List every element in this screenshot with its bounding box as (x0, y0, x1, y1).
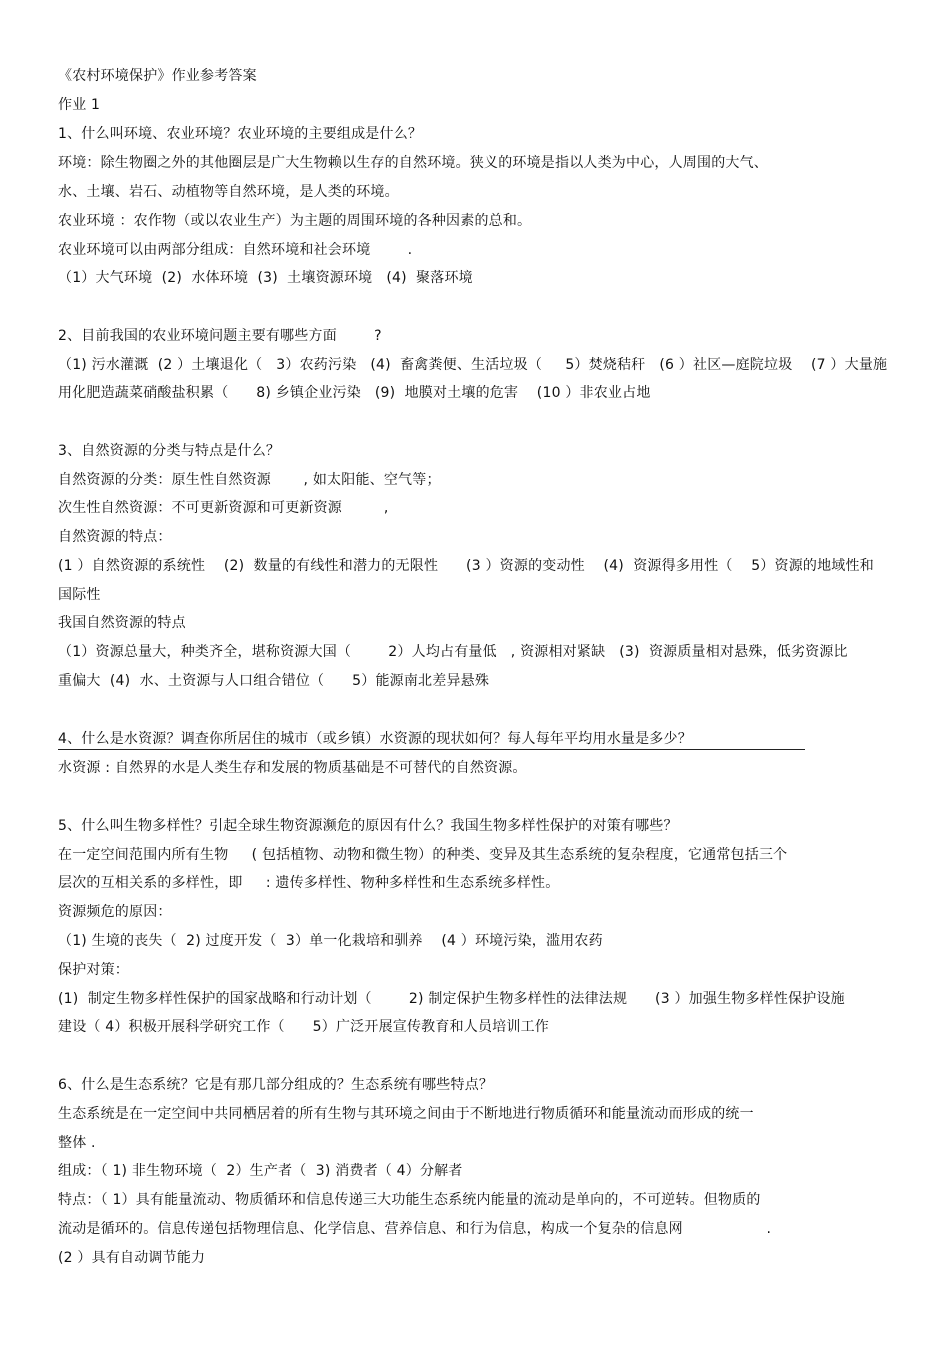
q5-answer-line-1: 在一定空间范围内所有生物 ( 包括植物、动物和微生物）的种类、变异及其生态系统的复杂程度，它通常包括三个 (58, 847, 788, 863)
q1-answer-line-4: 农业环境可以由两部分组成：自然环境和社会环境 . (58, 242, 413, 258)
q4-question: 4、什么是水资源？调查你所居住的城市（或乡镇）水资源的现状如何？每人每年平均用水量是多少？ (58, 729, 805, 750)
q1-answer-line-5: （1）大气环境 (2) 水体环境 (3) 土壤资源环境 (4) 聚落环境 (58, 270, 473, 286)
q3-answer-line-4: (1 ）自然资源的系统性 (2) 数量的有线性和潜力的无限性 (3 ）资源的变动性 (4) 资源得多用性（ 5）资源的地域性和 (58, 558, 874, 574)
q1-answer-line-2: 水、土壤、岩石、动植物等自然环境，是人类的环境。 (58, 184, 399, 200)
q5-question: 5、什么叫生物多样性？引起全球生物资源濒危的原因有什么？我国生物多样性保护的对策有哪些？ (58, 818, 678, 834)
q1-answer-line-1: 环境：除生物圈之外的其他圈层是广大生物赖以生存的自然环境。狭义的环境是指以人类为中心，人周围的大气、 (58, 155, 768, 171)
q3-answer-line-7: （1）资源总量大，种类齐全，堪称资源大国（ 2）人均占有量低 , 资源相对紧缺 (3) 资源质量相对悬殊，低劣资源比 (58, 644, 848, 660)
q6-question: 6、什么是生态系统？它是有那几部分组成的？生态系统有哪些特点？ (58, 1077, 494, 1093)
q6-answer-line-3: 组成：（ 1) 非生物环境（ 2）生产者（ 3) 消费者（ 4）分解者 (58, 1163, 463, 1179)
section-heading: 作业 1 (58, 97, 101, 113)
q1-question: 1、什么叫环境、农业环境？农业环境的主要组成是什么？ (58, 126, 423, 142)
q6-answer-line-4: 特点：（ 1）具有能量流动、物质循环和信息传递三大功能生态系统内能量的流动是单向的，不可逆转。但物质的 (58, 1192, 761, 1208)
q3-answer-line-8: 重偏大 (4) 水、土资源与人口组合错位（ 5）能源南北差异悬殊 (58, 673, 490, 689)
q2-answer-line-2: 用化肥造蔬菜硝酸盐积累（ 8) 乡镇企业污染 (9) 地膜对土壤的危害 (10 ）非农业占地 (58, 385, 651, 401)
q3-question: 3、自然资源的分类与特点是什么？ (58, 443, 281, 459)
q5-answer-line-5: 保护对策： (58, 962, 129, 978)
q4-answer-line-1: 水资源 : 自然界的水是人类生存和发展的物质基础是不可替代的自然资源。 (58, 760, 527, 776)
q2-question: 2、目前我国的农业环境问题主要有哪些方面 ? (58, 328, 382, 344)
q6-answer-line-2: 整体 . (58, 1135, 96, 1151)
q6-answer-line-5: 流动是循环的。信息传递包括物理信息、化学信息、营养信息、和行为信息，构成一个复杂的信息网 . (58, 1221, 772, 1237)
q3-answer-line-3: 自然资源的特点： (58, 529, 172, 545)
q3-answer-line-6: 我国自然资源的特点 (58, 615, 186, 631)
document-title: 《农村环境保护》作业参考答案 (58, 68, 257, 84)
q5-answer-line-7: 建设（ 4）积极开展科学研究工作（ 5）广泛开展宣传教育和人员培训工作 (58, 1019, 549, 1035)
q3-answer-line-5: 国际性 (58, 587, 101, 603)
q5-answer-line-6: (1) 制定生物多样性保护的国家战略和行动计划（ 2) 制定保护生物多样性的法律法规 (3 ）加强生物多样性保护设施 (58, 991, 845, 1007)
q3-answer-line-2: 次生性自然资源：不可更新资源和可更新资源 , (58, 500, 389, 516)
q6-answer-line-6: (2 ）具有自动调节能力 (58, 1250, 206, 1266)
q5-answer-line-3: 资源频危的原因： (58, 904, 172, 920)
q1-answer-line-3: 农业环境 ：农作物（或以农业生产）为主题的周围环境的各种因素的总和。 (58, 213, 532, 229)
q3-answer-line-1: 自然资源的分类：原生性自然资源 , 如太阳能、空气等； (58, 472, 441, 488)
q5-answer-line-4: （1) 生境的丧失（ 2) 过度开发（ 3）单一化栽培和驯养 (4 ）环境污染，滥用农药 (58, 933, 603, 949)
q2-answer-line-1: （1) 污水灌溉 (2 ）土壤退化（ 3）农药污染 (4) 畜禽粪便、生活垃圾（ 5）焚烧秸秆 (6 ）社区—庭院垃圾 (7 ）大量施 (58, 357, 888, 373)
q5-answer-line-2: 层次的互相关系的多样性，即 : 遗传多样性、物种多样性和生态系统多样性。 (58, 875, 560, 891)
q6-answer-line-1: 生态系统是在一定空间中共同栖居着的所有生物与其环境之间由于不断地进行物质循环和能量流动而形成的统一 (58, 1106, 754, 1122)
